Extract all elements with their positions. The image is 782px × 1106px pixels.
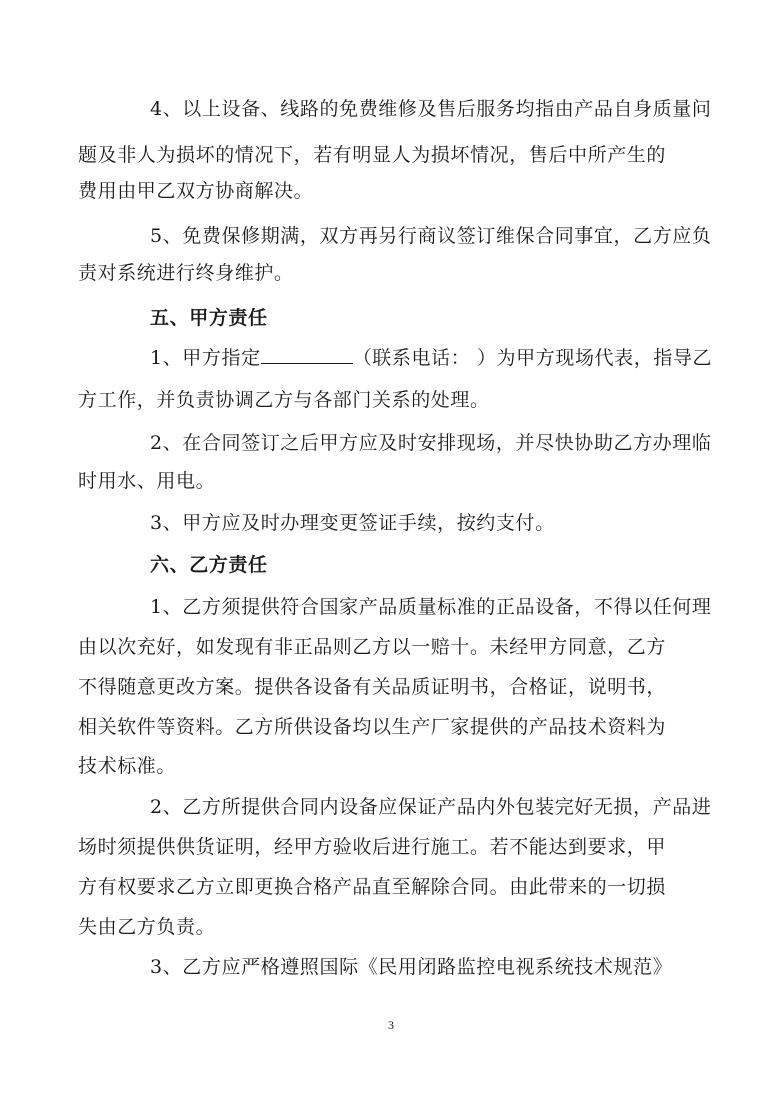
- text-line: 由以次充好，如发现有非正品则乙方以一赔十。未经甲方同意，乙方: [78, 636, 667, 658]
- text-line: 技术标准。: [78, 755, 177, 777]
- text-line: 场时须提供供货证明，经甲方验收后进行施工。若不能达到要求，甲: [78, 836, 667, 858]
- text-line: 5、免费保修期满，双方再另行商议签订维保合同事宜，乙方应负: [150, 225, 712, 247]
- text-line: 时用水、用电。: [78, 470, 216, 492]
- text-segment: 1、甲方指定: [150, 347, 261, 369]
- text-line: 1、乙方须提供符合国家产品质量标准的正品设备，不得以任何理: [150, 596, 712, 618]
- text-line: 失由乙方负责。: [78, 916, 216, 938]
- text-line: 方有权要求乙方立即更换合格产品直至解除合同。由此带来的一切损: [78, 876, 667, 898]
- text-line: 费用由甲乙双方协商解决。: [78, 180, 314, 202]
- text-line: 相关软件等资料。乙方所供设备均以生产厂家提供的产品技术资料为: [78, 716, 667, 738]
- fill-in-blank: [261, 345, 353, 364]
- text-segment: （联系电话： ）为甲方现场代表，指导乙: [352, 347, 713, 369]
- text-line: 2、在合同签订之后甲方应及时安排现场，并尽快协助乙方办理临: [150, 432, 712, 454]
- text-line: 责对系统进行终身维护。: [78, 262, 294, 284]
- text-line: 不得随意更改方案。提供各设备有关品质证明书，合格证，说明书，: [78, 676, 667, 698]
- text-line: 方工作，并负责协调乙方与各部门关系的处理。: [78, 389, 490, 411]
- text-line: 4、以上设备、线路的免费维修及售后服务均指由产品自身质量问: [150, 98, 712, 120]
- page-number: 3: [388, 1018, 394, 1032]
- text-line: 3、甲方应及时办理变更签证手续，按约支付。: [150, 512, 555, 534]
- section-heading: 五、甲方责任: [150, 307, 268, 329]
- text-line: 2、乙方所提供合同内设备应保证产品内外包装完好无损，产品进: [150, 796, 712, 818]
- text-line: 题及非人为损坏的情况下，若有明显人为损坏情况，售后中所产生的: [78, 144, 667, 166]
- section-heading: 六、乙方责任: [150, 554, 268, 576]
- text-line: 3、乙方应严格遵照国际《民用闭路监控电视系统技术规范》: [150, 956, 673, 978]
- text-line: [0, 345, 782, 371]
